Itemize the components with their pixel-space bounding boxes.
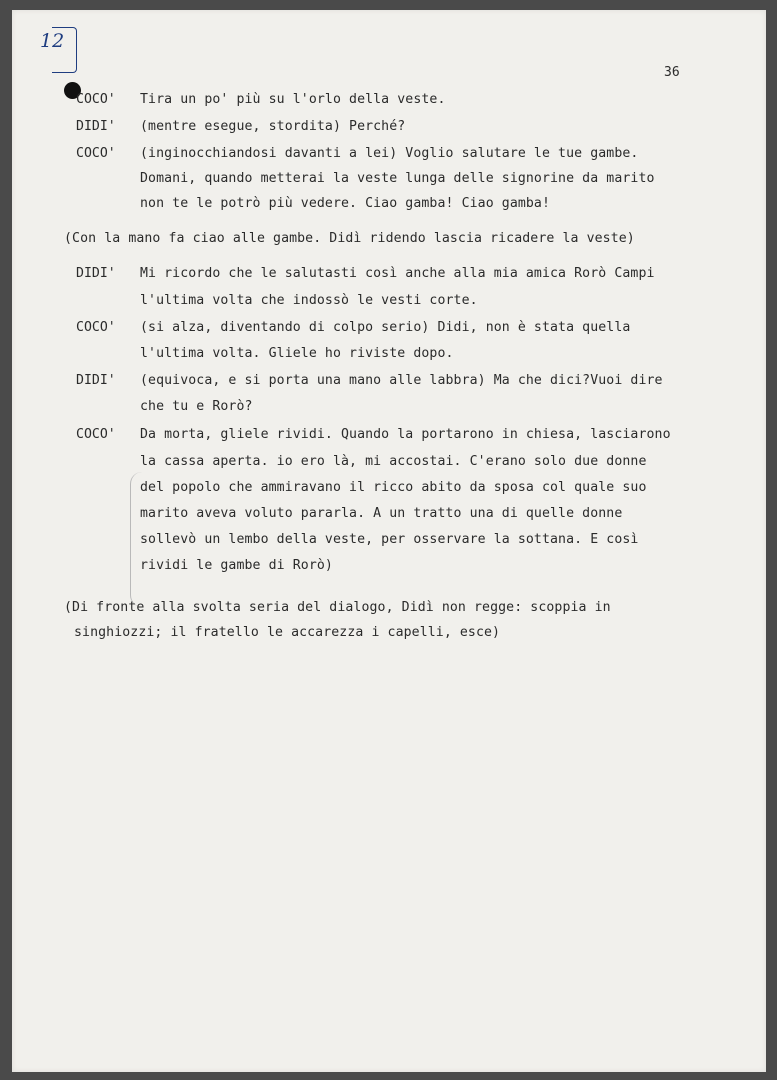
dialogue-line: Mi ricordo che le salutasti così anche alla mia amica Rorò Campi	[140, 266, 655, 281]
dialogue-line: (equivoca, e si porta una mano alle labbra) Ma che dici?Vuoi dire	[140, 373, 663, 388]
typescript-page	[12, 10, 766, 1072]
dialogue-line: la cassa aperta. io ero là, mi accostai. C'erano solo due donne	[140, 454, 647, 469]
dialogue-line: Tira un po' più su l'orlo della veste.	[140, 92, 446, 107]
dialogue-line: (mentre esegue, stordita) Perché?	[140, 119, 406, 134]
speaker-label: DIDI'	[76, 119, 116, 134]
dialogue-line: l'ultima volta. Gliele ho riviste dopo.	[140, 346, 454, 361]
speaker-label: COCO'	[76, 92, 116, 107]
dialogue-line: Da morta, gliele rividi. Quando la portarono in chiesa, lasciarono	[140, 427, 671, 442]
page-number: 36	[664, 65, 680, 80]
dialogue-line: (si alza, diventando di colpo serio) Didi, non è stata quella	[140, 320, 631, 335]
dialogue-line: del popolo che ammiravano il ricco abito da sposa col quale suo	[140, 480, 647, 495]
speaker-label: COCO'	[76, 146, 116, 161]
stage-direction: singhiozzi; il fratello le accarezza i capelli, esce)	[74, 625, 501, 640]
speaker-label: DIDI'	[76, 266, 116, 281]
speaker-label: COCO'	[76, 427, 116, 442]
dialogue-line: Domani, quando metterai la veste lunga delle signorine da marito	[140, 171, 655, 186]
dialogue-line: l'ultima volta che indossò le vesti corte.	[140, 293, 478, 308]
dialogue-line: sollevò un lembo della veste, per osservare la sottana. E così	[140, 532, 639, 547]
stage-direction: (Di fronte alla svolta seria del dialogo, Didì non regge: scoppia in	[64, 600, 611, 615]
speaker-label: COCO'	[76, 320, 116, 335]
dialogue-line: rividi le gambe di Rorò)	[140, 558, 333, 573]
handwritten-folio-number: 12	[40, 30, 65, 52]
dialogue-line: non te le potrò più vedere. Ciao gamba! Ciao gamba!	[140, 196, 551, 211]
speaker-label: DIDI'	[76, 373, 116, 388]
folio-bracket-mark	[52, 27, 77, 73]
dialogue-line: (inginocchiandosi davanti a lei) Voglio salutare le tue gambe.	[140, 146, 639, 161]
dialogue-line: che tu e Rorò?	[140, 399, 253, 414]
stage-direction: (Con la mano fa ciao alle gambe. Didì ridendo lascia ricadere la veste)	[64, 231, 635, 246]
dialogue-line: marito aveva voluto pararla. A un tratto una di quelle donne	[140, 506, 623, 521]
